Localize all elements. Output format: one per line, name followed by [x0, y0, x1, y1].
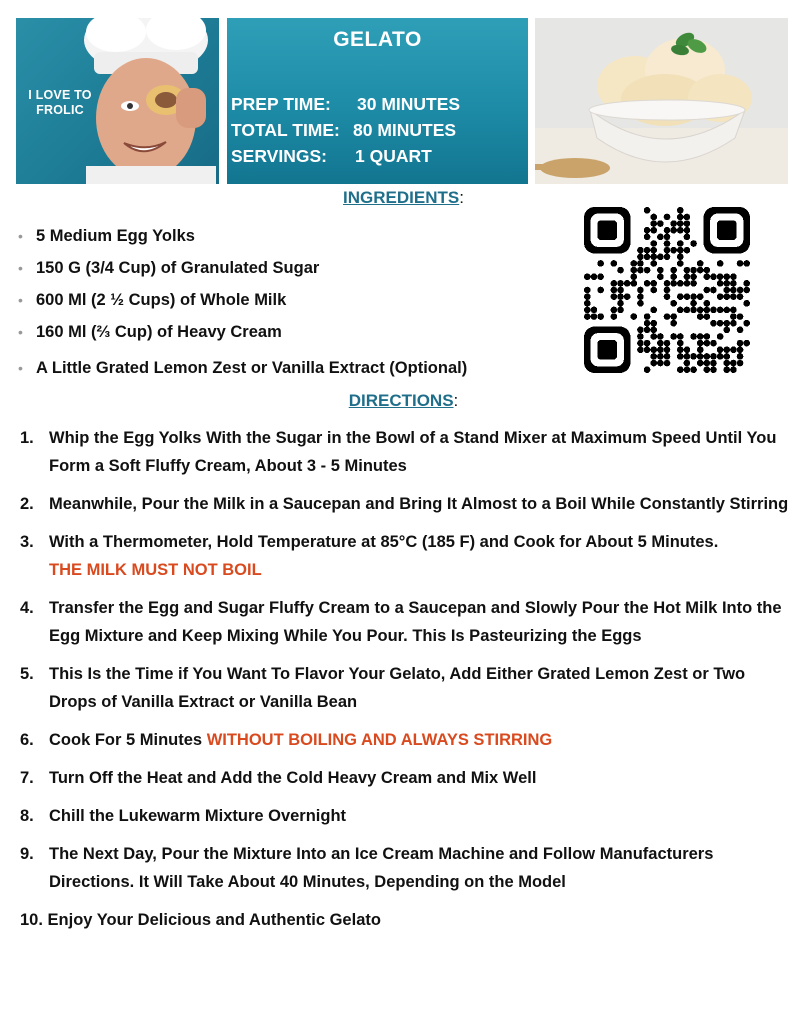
step-number: 6. — [20, 731, 34, 749]
meta-value: 30 MINUTES — [357, 94, 461, 114]
qr-module — [591, 313, 598, 320]
qr-module — [630, 273, 637, 280]
qr-module — [717, 273, 724, 280]
list-item — [18, 286, 467, 318]
qr-module — [677, 240, 684, 247]
direction-step — [20, 906, 790, 934]
qr-module — [624, 293, 631, 300]
qr-module — [637, 253, 644, 260]
qr-module — [611, 280, 618, 287]
qr-module — [584, 273, 591, 280]
qr-module — [591, 273, 598, 280]
recipe-header — [16, 18, 788, 184]
qr-module — [684, 293, 691, 300]
qr-module — [657, 253, 664, 260]
qr-module — [697, 313, 704, 320]
qr-module — [677, 366, 684, 373]
step-number: 10. — [20, 911, 43, 929]
qr-module — [704, 300, 711, 307]
qr-module — [730, 346, 737, 353]
qr-module — [611, 260, 618, 267]
qr-module — [664, 227, 671, 234]
qr-module — [670, 267, 677, 274]
qr-module — [697, 360, 704, 367]
list-item — [18, 354, 467, 386]
qr-module — [723, 307, 730, 314]
qr-module — [717, 293, 724, 300]
qr-module — [644, 313, 651, 320]
ingredient-text: 160 Ml (⅔ Cup) of Heavy Cream — [36, 323, 282, 341]
step-number: 9. — [20, 845, 34, 863]
list-item — [18, 222, 467, 254]
qr-module — [597, 287, 604, 294]
qr-module — [650, 287, 657, 294]
qr-module — [657, 346, 664, 353]
qr-module — [644, 234, 651, 241]
qr-module — [650, 214, 657, 221]
qr-module — [730, 293, 737, 300]
meta-label: TOTAL TIME: — [231, 120, 340, 140]
qr-module — [650, 353, 657, 360]
qr-module — [697, 260, 704, 267]
qr-module — [697, 307, 704, 314]
qr-module — [684, 247, 691, 254]
step-text: Enjoy Your Delicious and Authentic Gelato — [47, 911, 381, 929]
bullet-icon: • — [18, 324, 23, 340]
qr-module — [743, 300, 750, 307]
qr-module — [697, 340, 704, 347]
qr-module — [677, 207, 684, 214]
qr-module — [684, 273, 691, 280]
ingredients-list — [18, 222, 467, 386]
qr-module — [704, 353, 711, 360]
meta-value: 1 QUART — [355, 146, 432, 166]
qr-module — [584, 313, 591, 320]
ingredient-text: 150 G (3/4 Cup) of Granulated Sugar — [36, 259, 320, 277]
direction-step — [20, 802, 790, 830]
qr-module — [704, 360, 711, 367]
qr-module — [644, 346, 651, 353]
qr-module — [637, 300, 644, 307]
qr-module — [737, 360, 744, 367]
step-number: 3. — [20, 533, 34, 551]
qr-module — [630, 280, 637, 287]
qr-module — [717, 333, 724, 340]
qr-module — [637, 293, 644, 300]
qr-module — [650, 327, 657, 334]
step-number: 2. — [20, 495, 34, 513]
qr-module — [730, 320, 737, 327]
title-panel — [227, 18, 528, 184]
qr-module — [704, 313, 711, 320]
qr-module — [743, 340, 750, 347]
qr-module — [637, 287, 644, 294]
qr-module — [617, 280, 624, 287]
meta-label: SERVINGS: — [231, 146, 327, 166]
direction-step — [20, 594, 790, 650]
qr-module — [664, 247, 671, 254]
qr-module — [677, 214, 684, 221]
qr-module — [597, 260, 604, 267]
qr-module — [730, 366, 737, 373]
qr-module — [717, 353, 724, 360]
qr-module — [644, 267, 651, 274]
qr-module — [670, 227, 677, 234]
qr-module — [684, 220, 691, 227]
qr-module — [697, 333, 704, 340]
qr-module — [584, 293, 591, 300]
qr-module — [743, 260, 750, 267]
ingredient-text: 5 Medium Egg Yolks — [36, 227, 195, 245]
qr-module — [723, 273, 730, 280]
qr-module — [677, 280, 684, 287]
qr-module — [637, 333, 644, 340]
ingredients-heading-text: INGREDIENTS — [343, 188, 460, 207]
qr-module — [664, 280, 671, 287]
step-number: 7. — [20, 769, 34, 787]
qr-module — [650, 360, 657, 367]
qr-module — [684, 366, 691, 373]
qr-module — [650, 346, 657, 353]
qr-module — [670, 220, 677, 227]
qr-module — [664, 340, 671, 347]
qr-module — [723, 346, 730, 353]
qr-module — [684, 267, 691, 274]
qr-module — [617, 287, 624, 294]
qr-module — [684, 214, 691, 221]
step-warning: WITHOUT BOILING AND ALWAYS STIRRING — [206, 731, 553, 749]
gelato-bowl-icon — [535, 18, 788, 184]
qr-module — [630, 313, 637, 320]
qr-module — [650, 240, 657, 247]
qr-module — [684, 360, 691, 367]
qr-module — [637, 247, 644, 254]
qr-module — [697, 346, 704, 353]
meta-value: 80 MINUTES — [353, 120, 457, 140]
qr-module — [650, 247, 657, 254]
qr-module — [630, 267, 637, 274]
qr-module — [710, 353, 717, 360]
directions-list — [20, 424, 790, 944]
qr-module — [717, 346, 724, 353]
meta-label: PREP TIME: — [231, 94, 331, 114]
qr-module — [611, 293, 618, 300]
recipe-title: GELATO — [333, 28, 422, 51]
qr-module — [644, 366, 651, 373]
qr-module — [617, 300, 624, 307]
step-text: Chill the Lukewarm Mixture Overnight — [49, 807, 347, 825]
qr-module — [704, 287, 711, 294]
qr-module — [611, 287, 618, 294]
qr-module — [690, 333, 697, 340]
qr-module — [730, 287, 737, 294]
list-item — [18, 254, 467, 286]
qr-module — [584, 300, 591, 307]
ingredients-heading: INGREDIENTS: — [343, 188, 464, 207]
qr-module — [723, 293, 730, 300]
qr-module — [710, 307, 717, 314]
total-time-row — [231, 117, 460, 143]
qr-module — [723, 327, 730, 334]
qr-module — [677, 307, 684, 314]
qr-module — [664, 293, 671, 300]
qr-module — [677, 293, 684, 300]
qr-module — [650, 320, 657, 327]
qr-module — [684, 307, 691, 314]
qr-module — [704, 366, 711, 373]
qr-module — [730, 280, 737, 287]
qr-module — [723, 320, 730, 327]
qr-module — [657, 353, 664, 360]
qr-module — [684, 353, 691, 360]
qr-module — [597, 313, 604, 320]
qr-module — [644, 280, 651, 287]
qr-module — [637, 327, 644, 334]
qr-module — [684, 234, 691, 241]
qr-module — [717, 260, 724, 267]
qr-module — [730, 313, 737, 320]
qr-module — [650, 260, 657, 267]
qr-module — [611, 313, 618, 320]
qr-module — [723, 287, 730, 294]
qr-module — [737, 313, 744, 320]
qr-module — [664, 346, 671, 353]
qr-module — [624, 280, 631, 287]
qr-module — [670, 300, 677, 307]
qr-module — [630, 260, 637, 267]
qr-module — [677, 340, 684, 347]
qr-module — [670, 273, 677, 280]
qr-module — [644, 340, 651, 347]
qr-module — [684, 346, 691, 353]
qr-module — [723, 360, 730, 367]
qr-module — [677, 333, 684, 340]
chef-photo-panel — [16, 18, 219, 184]
qr-module — [657, 340, 664, 347]
step-text: Turn Off the Heat and Add the Cold Heavy Cream and Mix Well — [49, 769, 537, 787]
qr-module — [650, 333, 657, 340]
qr-module — [743, 280, 750, 287]
qr-module — [717, 320, 724, 327]
qr-module — [710, 273, 717, 280]
qr-module — [644, 320, 651, 327]
qr-module — [664, 313, 671, 320]
qr-module — [710, 360, 717, 367]
qr-module — [657, 267, 664, 274]
qr-module — [723, 366, 730, 373]
qr-module — [670, 280, 677, 287]
qr-module — [704, 267, 711, 274]
qr-module — [737, 287, 744, 294]
qr-module — [690, 280, 697, 287]
qr-module — [690, 293, 697, 300]
qr-module — [690, 300, 697, 307]
qr-module — [717, 307, 724, 314]
qr-module — [644, 327, 651, 334]
qr-module — [657, 273, 664, 280]
qr-module — [664, 234, 671, 241]
qr-module — [617, 293, 624, 300]
chef-slogan: I LOVE TO FROLIC — [28, 88, 92, 117]
qr-module — [730, 273, 737, 280]
step-text: Whip the Egg Yolks With the Sugar in the Bowl of a Stand Mixer at Maximum Speed Until You Form a Soft Fluffy Cream, About 3 - 5 Minutes — [49, 429, 777, 475]
qr-module — [677, 253, 684, 260]
qr-module — [737, 260, 744, 267]
bullet-icon: • — [18, 228, 23, 244]
step-text: The Next Day, Pour the Mixture Into an Ice Cream Machine and Follow Manufacturers Directions. It Will Take About 40 Minutes, Depending on the Model — [49, 845, 714, 891]
qr-module — [684, 227, 691, 234]
qr-module — [611, 307, 618, 314]
qr-module — [690, 240, 697, 247]
qr-module — [677, 353, 684, 360]
qr-module — [637, 346, 644, 353]
qr-module — [737, 327, 744, 334]
qr-module — [723, 280, 730, 287]
qr-module — [697, 293, 704, 300]
step-number: 4. — [20, 599, 34, 617]
step-number: 1. — [20, 429, 34, 447]
qr-module — [617, 307, 624, 314]
gelato-photo-panel — [535, 18, 788, 184]
qr-module — [743, 320, 750, 327]
qr-module — [677, 260, 684, 267]
qr-module — [644, 253, 651, 260]
direction-step — [20, 660, 790, 716]
qr-module — [677, 220, 684, 227]
qr-module — [657, 360, 664, 367]
qr-module — [584, 307, 591, 314]
qr-module — [730, 307, 737, 314]
qr-module — [697, 267, 704, 274]
qr-module — [670, 320, 677, 327]
qr-module — [737, 293, 744, 300]
bullet-icon: • — [18, 260, 23, 276]
qr-module — [670, 247, 677, 254]
direction-step — [20, 726, 790, 754]
qr-module — [637, 340, 644, 347]
qr-module — [710, 287, 717, 294]
qr-module — [684, 280, 691, 287]
step-text: Meanwhile, Pour the Milk in a Saucepan and Bring It Almost to a Boil While Constantly Stirring — [49, 495, 789, 513]
qr-module — [710, 340, 717, 347]
qr-module — [704, 273, 711, 280]
qr-module — [664, 287, 671, 294]
qr-module — [664, 353, 671, 360]
qr-module — [677, 247, 684, 254]
qr-module — [644, 227, 651, 234]
qr-module — [664, 214, 671, 221]
step-number: 5. — [20, 665, 34, 683]
qr-module — [650, 253, 657, 260]
bullet-icon: • — [18, 360, 23, 376]
qr-module — [737, 353, 744, 360]
ingredient-text: A Little Grated Lemon Zest or Vanilla Extract (Optional) — [36, 359, 468, 377]
direction-step — [20, 490, 790, 518]
step-text: Transfer the Egg and Sugar Fluffy Cream to a Saucepan and Slowly Pour the Hot Milk Into the Egg Mixture and Keep Mixing While You Pour. This Is Pasteurizing the Eggs — [49, 599, 782, 645]
qr-module — [710, 366, 717, 373]
list-item — [18, 318, 467, 350]
qr-module — [591, 307, 598, 314]
qr-module — [617, 267, 624, 274]
qr-module — [650, 280, 657, 287]
qr-module — [657, 333, 664, 340]
qr-code-icon[interactable] — [584, 207, 750, 373]
qr-module — [637, 267, 644, 274]
qr-module — [677, 227, 684, 234]
direction-step — [20, 840, 790, 896]
qr-module — [644, 207, 651, 214]
qr-module — [664, 253, 671, 260]
qr-module — [737, 340, 744, 347]
qr-module — [690, 273, 697, 280]
qr-module — [690, 267, 697, 274]
direction-step — [20, 764, 790, 792]
directions-heading: DIRECTIONS: — [348, 391, 459, 410]
qr-module — [690, 353, 697, 360]
qr-module — [704, 307, 711, 314]
step-number: 8. — [20, 807, 34, 825]
qr-module — [670, 313, 677, 320]
direction-step — [20, 424, 790, 480]
step-text: With a Thermometer, Hold Temperature at 85°C (185 F) and Cook for About 5 Minutes. — [49, 533, 719, 551]
qr-module — [664, 240, 671, 247]
qr-module — [650, 220, 657, 227]
step-text: This Is the Time if You Want To Flavor Your Gelato, Add Either Grated Lemon Zest or Two Drops of Vanilla Extract or Vanilla Bean — [49, 665, 746, 711]
qr-module — [657, 220, 664, 227]
qr-module — [737, 346, 744, 353]
qr-module — [677, 346, 684, 353]
bullet-icon: • — [18, 292, 23, 308]
qr-module — [664, 360, 671, 367]
qr-module — [637, 260, 644, 267]
qr-module — [650, 307, 657, 314]
qr-module — [697, 353, 704, 360]
direction-step — [20, 528, 790, 584]
qr-module — [657, 234, 664, 241]
servings-row — [231, 143, 460, 169]
prep-time-row — [231, 91, 460, 117]
step-text: Cook For 5 Minutes — [49, 731, 203, 749]
qr-module — [644, 247, 651, 254]
qr-module — [710, 320, 717, 327]
qr-module — [730, 360, 737, 367]
step-warning: THE MILK MUST NOT BOIL — [49, 561, 262, 579]
directions-heading-text: DIRECTIONS — [348, 391, 454, 410]
qr-module — [650, 227, 657, 234]
qr-module — [597, 273, 604, 280]
qr-module — [704, 333, 711, 340]
qr-module — [723, 353, 730, 360]
qr-module — [743, 287, 750, 294]
ingredient-text: 600 Ml (2 ½ Cups) of Whole Milk — [36, 291, 287, 309]
qr-module — [704, 340, 711, 347]
qr-module — [690, 366, 697, 373]
qr-module — [690, 307, 697, 314]
qr-module — [584, 287, 591, 294]
recipe-meta — [231, 91, 460, 169]
qr-module — [670, 333, 677, 340]
qr-module — [717, 280, 724, 287]
